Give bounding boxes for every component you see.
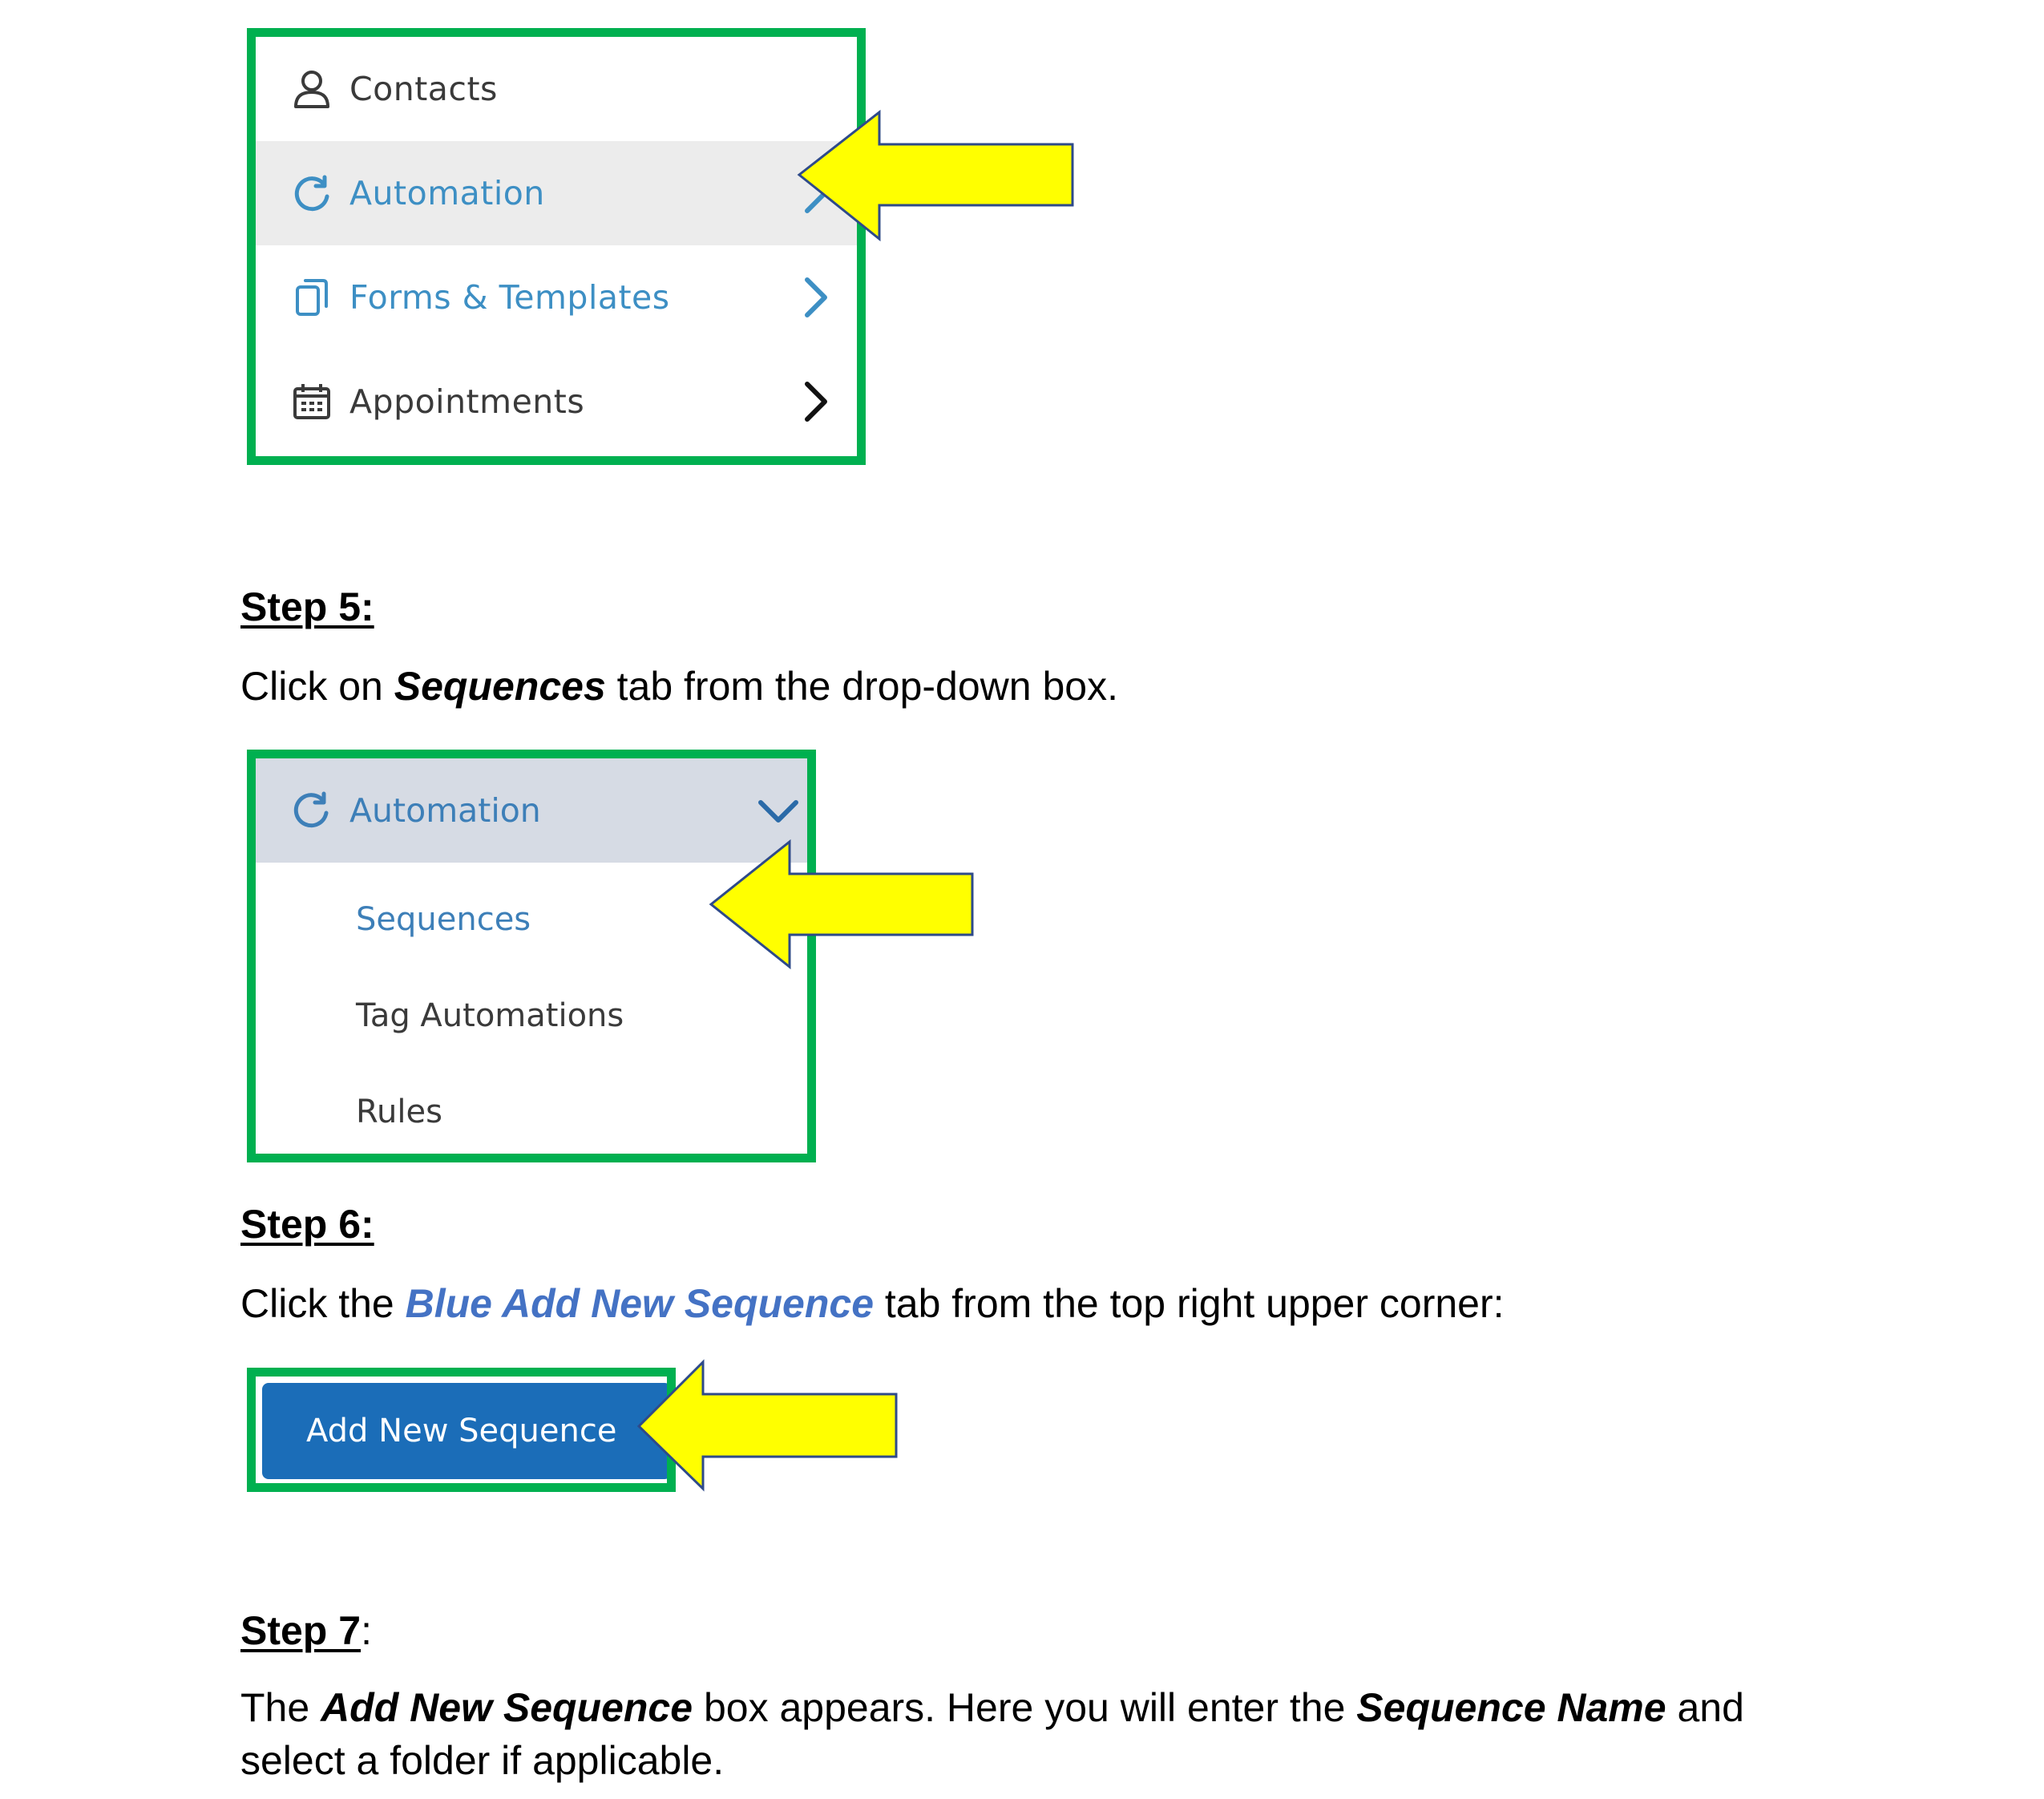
yellow-arrow-icon bbox=[637, 1360, 902, 1493]
instruction-line-2: select a folder if applicable. bbox=[240, 1738, 725, 1783]
instruction-text: Click the bbox=[240, 1281, 406, 1326]
step-7-instruction bbox=[240, 1681, 1744, 1787]
instruction-text: and bbox=[1666, 1685, 1744, 1730]
menu-item-label: Appointments bbox=[349, 382, 585, 421]
instruction-emphasis: Sequence Name bbox=[1356, 1685, 1666, 1730]
menu-item-label: Forms & Templates bbox=[349, 278, 670, 317]
submenu-item-rules[interactable]: Rules bbox=[356, 1094, 442, 1130]
step-heading-text: Step 5: bbox=[240, 584, 374, 629]
submenu-item-tag-automations[interactable]: Tag Automations bbox=[356, 997, 624, 1034]
instruction-text: tab from the top right upper corner: bbox=[874, 1281, 1505, 1326]
instruction-emphasis: Sequences bbox=[394, 664, 606, 709]
instruction-emphasis: Blue Add New Sequence bbox=[405, 1281, 874, 1326]
menu-item-forms-templates[interactable] bbox=[256, 245, 857, 350]
submenu-item-sequences[interactable]: Sequences bbox=[356, 901, 531, 938]
copy-icon bbox=[292, 277, 332, 317]
step-7-heading bbox=[240, 1607, 372, 1654]
step-6-heading bbox=[240, 1201, 374, 1247]
step-heading-text: Step 6: bbox=[240, 1202, 374, 1247]
step-heading-colon: : bbox=[361, 1608, 372, 1653]
chevron-right-icon bbox=[799, 275, 831, 320]
menu-item-appointments[interactable] bbox=[256, 350, 857, 454]
menu-item-label: Contacts bbox=[349, 70, 498, 108]
add-sequence-button-screenshot bbox=[247, 1368, 676, 1492]
instruction-emphasis: Add New Sequence bbox=[321, 1685, 693, 1730]
chevron-right-icon bbox=[799, 379, 831, 424]
instruction-text: box appears. Here you will enter the bbox=[693, 1685, 1357, 1730]
step-5-instruction bbox=[240, 660, 1118, 713]
step-5-heading bbox=[240, 584, 374, 630]
sidebar-menu-screenshot bbox=[247, 28, 866, 465]
menu-item-label: Automation bbox=[349, 791, 541, 830]
menu-item-automation[interactable] bbox=[256, 141, 857, 245]
refresh-icon bbox=[292, 790, 332, 831]
step-heading-text: Step 7 bbox=[240, 1608, 362, 1653]
refresh-icon bbox=[292, 173, 332, 213]
instruction-text: tab from the drop-down box. bbox=[605, 664, 1118, 709]
step-6-instruction bbox=[240, 1277, 1505, 1330]
instruction-text: Click on bbox=[240, 664, 394, 709]
calendar-icon bbox=[292, 382, 332, 422]
yellow-arrow-icon bbox=[709, 840, 978, 972]
yellow-arrow-icon bbox=[798, 111, 1078, 247]
instruction-text: The bbox=[240, 1685, 321, 1730]
chevron-down-icon bbox=[756, 794, 801, 827]
menu-item-contacts[interactable] bbox=[256, 37, 857, 141]
user-icon bbox=[292, 69, 332, 109]
add-new-sequence-button[interactable]: Add New Sequence bbox=[262, 1383, 671, 1479]
menu-item-label: Automation bbox=[349, 174, 545, 212]
instruction-line-1 bbox=[240, 1681, 1744, 1734]
